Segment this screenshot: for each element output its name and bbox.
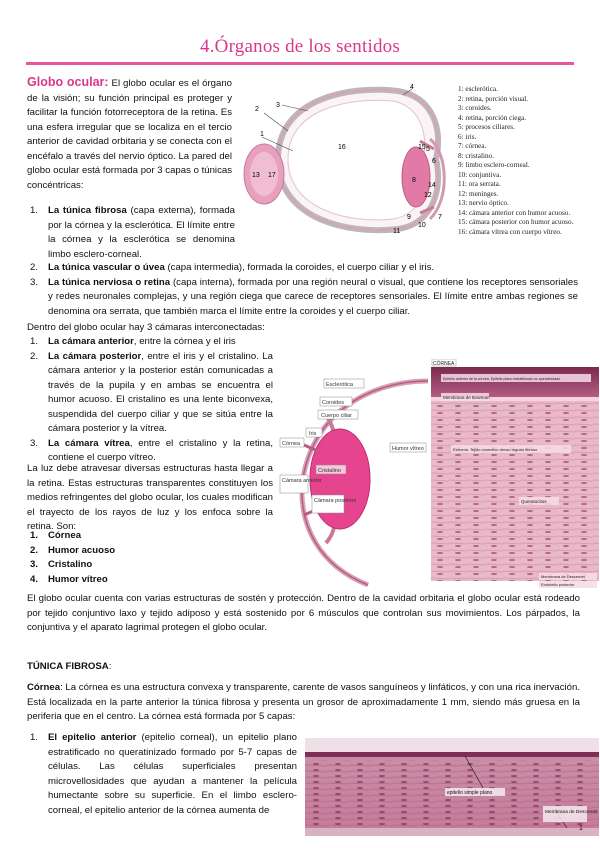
label-cornea: Córnea [282,441,301,447]
histology-label-epitelio: Epitelio anterior de la córnea. Epitelio plano estratificado no queratinizado [443,377,561,381]
eye-diagram-figure [238,79,454,241]
chamber-item-1 [30,335,273,350]
diagram-number-8: 8 [412,177,416,184]
legend-item: 5: procesos ciliares. [458,123,515,131]
list-number: 1. [30,205,39,216]
layer-desc: (epitelio corneal), un epitelio plano estratificado no queratinizado formado por 5-7 capas de células. Las células superficiales presentan microvellosidades que ayudan a mantener la película humectante sobre su superficie. En el limbo esclero-corneal, el epitelio anterior de la córnea aumenta de [48,732,298,816]
tunic-term: La túnica fibrosa [48,205,127,216]
label-cristalino: Cristalino [318,468,341,474]
tunic-desc: (capa externa), formada por la córnea y la esclerótica. El límite entre la córnea y la esclerótica se denomina limbo esclero-corneal. [48,205,235,260]
chamber-item-2 [30,350,273,437]
list-number: 1. [30,530,39,541]
label-coroides: Coroides [322,400,345,406]
tunic-term: La túnica nerviosa o retina [48,276,171,288]
epithelium-histology-svg [305,738,599,836]
media-label: Córnea [48,530,82,541]
media-item [30,544,230,559]
chamber-desc: , entre el cristalino y la retina, contiene el cuerpo vítreo. [48,437,273,463]
list-number: 1. [30,732,39,743]
legend-item: 10: conjuntiva. [458,170,502,179]
media-item [30,558,230,573]
diagram-number-2: 2 [255,106,259,113]
list-number: 1. [30,336,39,347]
tunica-fibrosa-heading-text: TÚNICA FIBROSA [27,661,109,672]
legend-item: 9: limbo esclero-corneal. [458,161,530,169]
list-number: 3. [30,276,39,288]
legend-item: 14: cámara anterior con humor acuoso. [458,208,571,217]
media-label: Humor acuoso [48,544,116,556]
eye-diagram-svg [238,79,454,241]
legend-item: 6: iris. [458,132,477,141]
label-cuerpo-ciliar: Cuerpo ciliar [321,413,352,419]
legend-item: 7: córnea. [458,142,487,150]
list-number: 4. [30,573,39,585]
cornea-layers-list [30,731,297,818]
diagram-number-14: 14 [428,182,436,189]
diagram-number-6: 6 [432,158,436,165]
diagram-number-7: 7 [438,214,442,221]
legend-item: 11: ora serrata. [458,180,501,188]
histology-label-estroma: Estroma. Tejido conectivo denso regular fibroso [453,447,538,452]
chamber-term: La cámara vítrea [48,437,130,449]
chamber-desc: , entre la córnea y el iris [133,336,236,347]
cornea-histology-svg [431,359,599,591]
tunica-fibrosa-heading [27,660,111,675]
legend-item: 4: retina, porción ciega. [458,113,527,122]
diagram-number-12: 12 [424,192,432,199]
diagram-number-1: 1 [260,131,264,138]
media-item [30,573,230,588]
legend-item: 13: nervio óptico. [458,199,509,207]
list-number: 3. [30,559,39,570]
legend-item: 3: coroides. [458,104,492,112]
chamber-desc: , entre el iris y el cristalino. La cámara anterior y la posterior están comunicadas a través de la pupila y en ambas se encuentra el humor acuoso. El cristalino es una lente biconvexa, suspendida del cuerpo ciliar y que se sitúa entre la cámara posterior y la vítrea. [48,350,273,434]
title-underline [26,62,574,65]
support-paragraph: El globo ocular cuenta con varias estructuras de sostén y protección. Dentro de la cavidad orbitaria el globo ocular está rodeado por tejido conjuntivo laxo y tejido adiposo y está sostenido por 6 músculos que controlan sus movimientos. Los párpados, la conjuntiva y el aparato lagrimal protegen el globo ocular. [27,593,580,633]
tunic-item-2 [30,261,578,276]
tunic-item-3 [30,276,578,320]
chambers-intro: Dentro del globo ocular hay 3 cámaras interconectadas: [27,322,265,333]
histology-label-membrana-descemet: Membrana de Descemet [545,810,598,815]
list-number: 2. [30,262,39,273]
diagram-number-10: 10 [418,222,426,229]
layer-term: El epitelio anterior [48,732,137,743]
section-heading-globo-ocular: Globo ocular: [27,75,109,89]
page-title: 4.Órganos de los sentidos [200,36,400,57]
histology-label-endotelio: Endotelio posterior [541,582,575,587]
refractive-media-paragraph: La luz debe atravesar diversas estructuras hasta llegar a la retina. Estas estructuras transparentes constituyen los medios refringentes del globo ocular, los cuales modifican el trayecto de los rayos de luz y los enfoca sobre la retina. Son: [27,463,273,532]
chambers-list [30,335,273,466]
cornea-term: Córnea [27,682,61,693]
cornea-layer-item-1 [30,731,297,818]
intro-paragraph [27,75,232,193]
diagram-number-16: 16 [338,144,346,151]
tunica-fibrosa-heading-colon: : [108,661,112,672]
diagram-number-13: 13 [252,172,260,179]
diagram-number-9: 9 [407,214,411,221]
anterior-segment-figure [278,375,430,587]
histology-label-descemet: Membrana de Descemet [541,574,585,579]
eye-diagram-legend [458,85,573,237]
legend-item: 8: cristalino. [458,151,494,160]
label-humor-vitreo: Humor vítreo [392,446,424,452]
list-number: 2. [30,350,39,362]
media-label: Cristalino [48,559,93,570]
refractive-media-list [30,529,230,587]
list-number: 2. [30,544,39,556]
histology-label-bowman: Membrana de Bowman [443,395,490,400]
histology-label-queratocitos: Queratocitos [521,499,547,504]
media-item [30,529,230,544]
intro-text: El globo ocular es el órgano de la visión; su función principal es proteger y facilitar la función fotorreceptora de la retina. Es una esfera irregular que se localiza en el tercio anterior de cavidad orbitaria y se conecta con el encéfalo a través del nervio óptico. La pared del globo ocular está formada por 3 capas o túnicas concéntricas: [27,78,233,191]
diagram-number-11: 11 [393,228,401,235]
histology-label-cornea: CÓRNEA [433,361,455,367]
diagram-number-3: 3 [276,102,280,109]
histology-label-number: 1 [579,825,583,832]
label-iris: Iris [309,431,317,437]
legend-item: 2: retina, porción visual. [458,94,529,103]
chamber-term: La cámara anterior [48,336,134,347]
label-esclerotica: Esclerótica [326,382,353,388]
tunic-term: La túnica vascular o úvea [48,262,165,273]
label-camara-posterior: Cámara posterior [314,498,357,504]
histology-label-epitelio-simple: epitelio simple plano [447,790,493,796]
diagram-number-5: 5 [426,146,430,153]
diagram-number-4: 4 [410,84,414,91]
list-number: 3. [30,437,39,449]
tunic-item-1 [30,204,235,262]
legend-item: 16: cámara vítrea con cuerpo vítreo. [458,227,562,236]
cornea-paragraph [27,681,580,725]
tunic-desc: (capa intermedia), formada la coroides, el cuerpo ciliar y el iris. [164,262,435,273]
tunic-desc: (capa interna), formada por una región neural o visual, que contiene los receptores sensoriales y redes neuronales complejas, y una región ciega que carece de receptores sensoriales. El límite entre ambas regiones se denomina ora serrata, que también marca el límite entre la coroides y el cuerpo ciliar. [48,276,578,317]
legend-item: 15: cámara posterior con humor acuoso. [458,218,574,226]
anterior-segment-svg [278,375,430,587]
legend-item: 12: meninges. [458,189,499,198]
cornea-desc: : La córnea es una estructura convexa y transparente, carente de vasos sanguíneos y linfáticos, y con una rica inervación. Está localizada en la parte anterior la túnica fibrosa y presenta un grosor de aproximadamente 1 mm, siendo más gruesa en la periferia que en el centro. La córnea está formada por 5 capas: [27,682,580,722]
tunics-list-part1 [30,204,235,262]
label-camara-anterior: Cámara anterior [282,478,322,484]
diagram-number-15: 15 [418,144,426,151]
epithelium-histology-figure [305,738,599,836]
chamber-term: La cámara posterior [48,350,142,362]
media-label: Humor vítreo [48,573,108,585]
tunics-list-part2 [30,261,578,319]
cornea-histology-figure [431,359,599,591]
legend-item: 1: esclerótica. [458,85,498,93]
diagram-number-17: 17 [268,172,276,179]
